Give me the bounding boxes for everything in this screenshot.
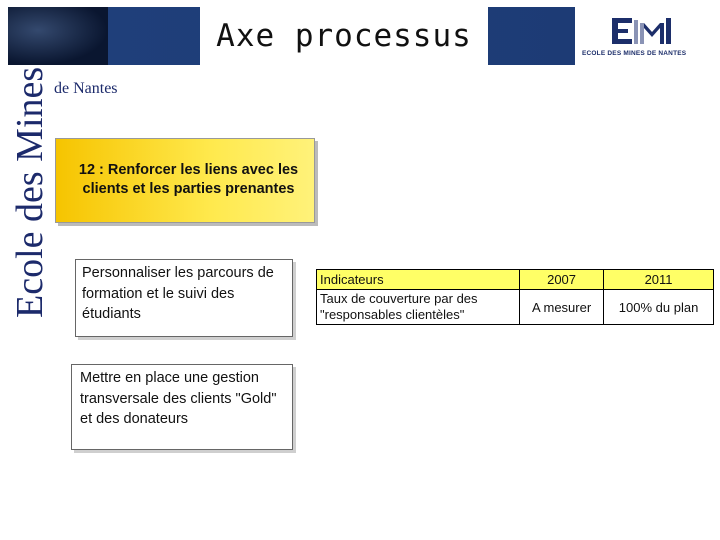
title-box [200,7,488,65]
header-2011: 2011 [604,270,714,290]
school-logo [582,14,702,60]
brand-subtitle: de Nantes [54,80,118,97]
emn-logo-icon [582,14,702,48]
vertical-brand-text: Ecole des Mines [9,66,51,318]
table-row [317,290,714,325]
objective-text: 12 : Renforcer les liens avec les clients et les parties prenantes [78,162,299,197]
indicator-cell: Taux de couverture par des "responsables clientèles" [317,290,520,325]
value-2007-cell: A mesurer [520,290,604,325]
table-header-row [317,270,714,290]
header-indicateurs: Indicateurs [317,270,520,290]
value-2011-cell: 100% du plan [604,290,714,325]
action-text-1: Personnaliser les parcours de formation et le suivi des étudiants [82,265,274,322]
header-photo [8,7,108,65]
logo-caption: ECOLE DES MINES DE NANTES [582,50,687,57]
objective-box [55,138,315,223]
action-box-2 [71,364,293,450]
indicators-table [316,269,714,325]
slide-title: Axe processus [216,18,472,54]
action-box-1 [75,259,293,337]
header-2007: 2007 [520,270,604,290]
action-text-2: Mettre en place une gestion transversale des clients "Gold" et des donateurs [80,370,277,427]
